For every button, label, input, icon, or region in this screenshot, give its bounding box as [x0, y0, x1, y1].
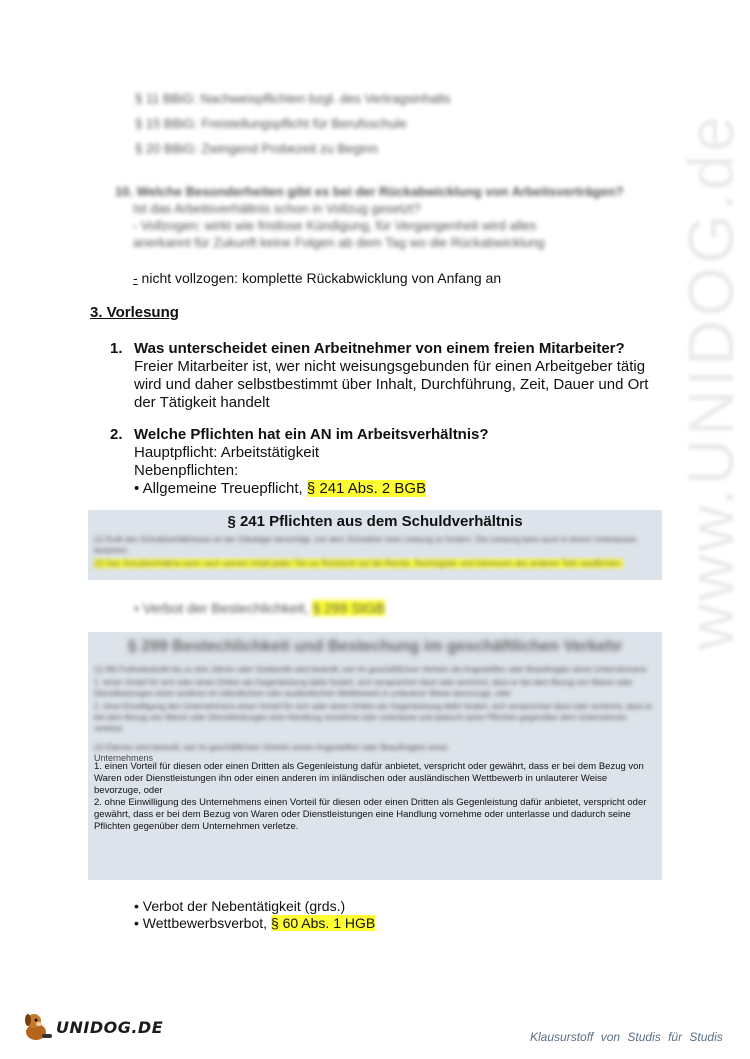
partial-word: Unternehmens: [94, 753, 154, 761]
question-2: [110, 426, 650, 498]
question-title: Was unterscheidet einen Arbeitnehmer von einem freien Mitarbeiter?: [134, 340, 625, 357]
law-box-title: § 241 Pflichten aus dem Schuldverhältnis: [227, 513, 523, 530]
law-reference: § 299 StGB: [312, 600, 385, 616]
question-number: 1.: [110, 340, 123, 357]
bullet-text: • Wettbewerbsverbot,: [134, 915, 271, 931]
bullet-treuepflicht: [110, 480, 650, 498]
bullet-nebentaetigkeit: • Verbot der Nebentätigkeit (grds.): [134, 898, 346, 914]
question-10-visible-line: [133, 270, 501, 286]
bullet-text: • Allgemeine Treuepflicht,: [134, 480, 307, 497]
bullet-bestechlichkeit: [134, 600, 385, 616]
law-box-title: § 299 Bestechlichkeit und Bestechung im geschäftlichen Verkehr: [127, 638, 623, 655]
law-paragraph: 1. einen Vorteil für sich oder einen Dritten als Gegenleistung dafür fordert, sich versprechen lässt oder annimmt, dass er bei dem Bezug von Waren oder Dienstleistungen einen anderen im inländischen oder ausländischen Wettbewerb in unlauterer Weise bevorzuge, oder: [94, 678, 633, 698]
law-reference: § 60 Abs. 1 HGB: [270, 915, 376, 931]
dash: -: [133, 270, 138, 286]
answer-line: Hauptpflicht: Arbeitstätigkeit: [134, 444, 320, 461]
law-paragraph-highlighted: (2) Das Schuldverhältnis kann nach seinem Inhalt jeden Teil zur Rücksicht auf die Rechte, Rechtsgüter und Interessen des anderen Teils verpflichten.: [94, 559, 623, 568]
question-number: 2.: [110, 426, 123, 443]
law-box-241: [88, 510, 662, 580]
dog-mascot-icon: [22, 1010, 56, 1044]
question-title: Welche Pflichten hat ein AN im Arbeitsverhältnis?: [134, 426, 489, 443]
question-10-title: 10. Welche Besonderheiten gibt es bei der Rückabwicklung von Arbeitsverträgen?: [115, 184, 624, 199]
law-paragraph-visible: 2. ohne Einwilligung des Unternehmens einen Vorteil für diesen oder einen Dritten als Gegenleistung dafür anbietet, verspricht oder gewährt, dass er bei dem Bezug von Waren oder Dienstleistungen eine Handlung vornehme oder unterlasse und dadurch seine Pflichten gegenüber dem Unternehmen verletze.: [94, 797, 647, 832]
question-1: [110, 340, 650, 412]
law-paragraph: (2) Ebenso wird bestraft, wer im geschäftlichen Verkehr einem Angestellten oder Beauftragten eines: [94, 743, 448, 752]
law-box-299: [88, 632, 662, 880]
question-answer: Freier Mitarbeiter ist, wer nicht weisungsgebunden für einen Arbeitgeber tätig wird und daher selbstbestimmt über Inhalt, Durchführung, Zeit, Dauer und Ort der Tätigkeit handelt: [134, 358, 649, 411]
law-reference: § 241 Abs. 2 BGB: [306, 480, 427, 497]
footer-logo: [22, 1010, 163, 1044]
question-10-line: Ist das Arbeitsverhältnis schon in Vollzug gesetzt?: [133, 201, 421, 216]
section-title: 3. Vorlesung: [90, 304, 179, 321]
answer-line: Nebenpflichten:: [134, 462, 239, 479]
bullet-wettbewerbsverbot: [134, 915, 375, 931]
line-text: nicht vollzogen: komplette Rückabwicklung von Anfang an: [137, 270, 502, 286]
logo-text: UNIDOG.DE: [56, 1017, 164, 1037]
law-paragraph: (1) Kraft des Schuldverhältnisses ist der Gläubiger berechtigt, von dem Schuldner eine Leistung zu fordern. Die Leistung kann auch in einem Unterlassen bestehen.: [94, 535, 637, 555]
bullet-text: • Verbot der Bestechlichkeit,: [134, 600, 313, 616]
law-paragraph-visible: 1. einen Vorteil für diesen oder einen Dritten als Gegenleistung dafür anbietet, verspricht oder gewährt, dass er bei dem Bezug von Waren oder Dienstleistungen ihn oder einen anderen im inländischen oder ausländischen Wettbewerb in unlauterer Weise bevorzuge, oder: [94, 761, 644, 796]
blurred-list-item: § 11 BBiG: Nachweispflichten bzgl. des Vertragsinhalts: [135, 91, 451, 106]
question-10-blurred: [115, 183, 625, 251]
law-paragraph: (1) Mit Freiheitsstrafe bis zu drei Jahren oder Geldstrafe wird bestraft, wer im geschäftlichen Verkehr als Angestellter oder Beauftragter eines Unternehmens: [94, 665, 647, 674]
blurred-list-item: § 15 BBiG: Freistellungspflicht für Berufsschule: [135, 116, 407, 131]
question-10-line: - Vollzogen: wirkt wie fristlose Kündigung, für Vergangenheit wird alles: [133, 218, 537, 233]
law-paragraph: 2. ohne Einwilligung des Unternehmens einen Vorteil für sich oder einen Dritten als Gegenleistung dafür fordert, sich versprechen lässt oder annimmt, dass er bei dem Bezug von Waren oder Dienstleistungen eine Handlung vornehme oder unterlasse und dadurch seine Pflichten gegenüber dem Unternehmen verletze.: [94, 702, 653, 733]
footer-slogan: Klausurstoff von Studis für Studis: [530, 1030, 723, 1044]
question-10-line: anerkannt für Zukunft keine Folgen ab dem Tag wo die Rückabwicklung: [133, 235, 545, 250]
blurred-list-item: § 20 BBiG: Zwingend Probezeit zu Beginn: [135, 141, 378, 156]
watermark-text: www.UNIDOG.de: [675, 113, 747, 650]
